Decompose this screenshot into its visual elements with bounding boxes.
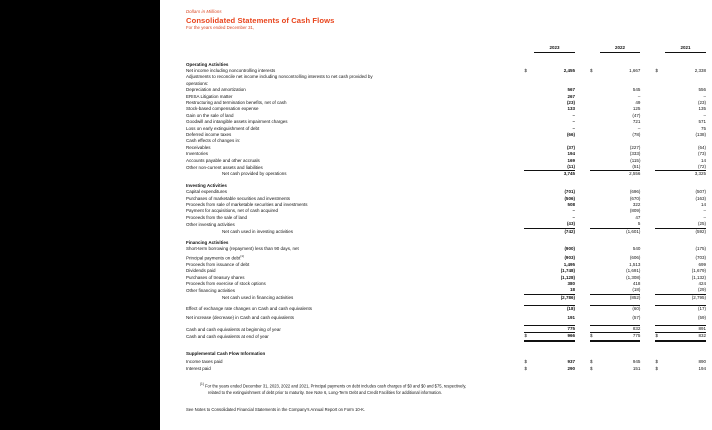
table-row: Proceeds from the sale of land – 47 – bbox=[186, 214, 706, 220]
page-subtitle: For the years ended December 31, bbox=[186, 25, 255, 30]
header-currency-3 bbox=[655, 44, 665, 52]
table-row-interest-paid: Interest paid $ 290 $ 151 $ 194 bbox=[186, 365, 706, 371]
table-row: ERISA Litigation matter 267 – – bbox=[186, 93, 706, 99]
section-heading-investing: Investing Activities bbox=[186, 182, 227, 188]
table-row: Loss on early extinguishment of debt – – 75 bbox=[186, 125, 706, 131]
row-label: Principal payments on debt bbox=[186, 255, 241, 261]
table-row-net-increase: Net increase (decrease) in Cash and cash equivalents 191 (57) (59) bbox=[186, 314, 706, 320]
currency-symbol: $ bbox=[524, 365, 527, 371]
footnote-line-2: related to the extinguishment of debt prior to maturity. See Note 6, Long-Term Debt and Credit Facilities for additional information. bbox=[208, 389, 443, 395]
table-row-total: Net cash used in investing activities (742) (1,601) (592) bbox=[222, 228, 706, 234]
table-row: Proceeds from issuance of debt 1,495 1,513 699 bbox=[186, 261, 706, 267]
currency-symbol: $ bbox=[655, 365, 658, 371]
table-row: Principal payments on debt$^{(1)}$ (903) (606) (703) bbox=[186, 253, 706, 261]
cash-flow-table bbox=[186, 44, 706, 372]
table-row: Other non-current assets and liabilities (11) (51) (72) bbox=[186, 164, 706, 170]
table-row: Accounts payable and other accruals 169 (115) 14 bbox=[186, 157, 706, 163]
column-header-year-2021: 2021 bbox=[665, 44, 706, 52]
currency-symbol: $ bbox=[655, 359, 658, 365]
table-row: Other financing activities 18 (18) (29) bbox=[186, 287, 706, 293]
table-row-fx-effect: Effect of exchange rate changes on Cash and cash equivalents (18) (60) (17) bbox=[186, 306, 706, 312]
table-row-total: Net cash used in financing activities (2,786) (852) (2,795) bbox=[222, 294, 706, 300]
footnote-ref: (1) bbox=[240, 253, 245, 258]
table-row: Restructuring and termination benefits, net of cash (23) 49 (23) bbox=[186, 99, 706, 105]
table-row: Deferred income taxes (66) (78) (138) bbox=[186, 131, 706, 137]
currency-symbol: $ bbox=[524, 359, 527, 365]
table-row: Proceeds from exercise of stock options 380 418 424 bbox=[186, 281, 706, 286]
section-heading-supplemental: Supplemental Cash Flow Information bbox=[186, 350, 266, 356]
table-row: Adjustments to reconcile net income including noncontrolling interests to net cash provided by bbox=[186, 74, 373, 80]
table-row-cash-beginning: Cash and cash equivalents at beginning of year 775 832 891 bbox=[186, 326, 706, 332]
currency-symbol: $ bbox=[655, 333, 665, 341]
table-row-income-taxes-paid: Income taxes paid $ 937 $ 945 $ 890 bbox=[186, 359, 706, 365]
table-row: Depreciation and amortization 567 545 556 bbox=[186, 87, 706, 93]
currency-symbol: $ bbox=[524, 67, 527, 73]
footnote-marker: (1) bbox=[200, 382, 204, 387]
table-row: Capital expenditures (701) (696) (507) bbox=[186, 189, 706, 195]
cash-flow-statement bbox=[186, 9, 706, 413]
table-row: Receivables (37) (227) (64) bbox=[186, 144, 706, 150]
table-row: Inventories 194 (333) (73) bbox=[186, 151, 706, 157]
table-row: Gain on the sale of land – (47) – bbox=[186, 112, 706, 118]
table-row: Stock-based compensation expense 133 125 135 bbox=[186, 106, 706, 112]
column-header-year-2022: 2022 bbox=[600, 44, 641, 52]
header-currency-1 bbox=[524, 44, 534, 52]
closing-note: See Notes to Consolidated Financial Statements in the Company's Annual Report on Form 10-K. bbox=[186, 407, 366, 413]
currency-symbol: $ bbox=[524, 333, 534, 341]
table-row: operations: bbox=[186, 80, 209, 86]
table-row-total: Net cash provided by operations 3,745 2,556 3,325 bbox=[222, 171, 706, 177]
currency-symbol: $ bbox=[589, 359, 593, 365]
column-header-row bbox=[186, 44, 706, 52]
footnote-line-1: For the years ended December 31, 2023, 2022 and 2021, Principal payments on debt includes cash charges of $0 and $0 and $75, respectively, bbox=[205, 383, 467, 389]
section-heading-operating: Operating Activities bbox=[186, 61, 229, 67]
table-row: Goodwill and intangible assets impairment charges – 721 571 bbox=[186, 119, 706, 125]
table-row: Proceeds from sale of marketable securities and investments 508 322 14 bbox=[186, 202, 706, 208]
header-spacer bbox=[186, 44, 524, 52]
table-row: Net income including noncontrolling interests $ 2,455 $ 1,667 $ 2,338 bbox=[186, 67, 706, 73]
currency-symbol: $ bbox=[655, 67, 658, 73]
table-row: Short-term borrowing (repayment) less than 90 days, net (900) 540 (175) bbox=[186, 246, 706, 252]
table-row: Purchases of marketable securities and investments (506) (670) (163) bbox=[186, 195, 706, 201]
table-row: Dividends paid (1,748) (1,691) (1,679) bbox=[186, 268, 706, 274]
currency-symbol: $ bbox=[589, 365, 593, 371]
table-row-cash-ending: Cash and cash equivalents at end of year $ 966 $ 775 $ 832 bbox=[186, 333, 706, 340]
column-header-year-2023: 2023 bbox=[534, 44, 575, 52]
table-row: Purchases of treasury shares (1,128) (1,308) (1,132) bbox=[186, 274, 706, 280]
header-currency-2 bbox=[590, 44, 600, 52]
section-heading-financing: Financing Activities bbox=[186, 240, 229, 246]
page-title: Consolidated Statements of Cash Flows bbox=[186, 15, 335, 25]
footnote bbox=[186, 381, 706, 396]
table-row: Payment for acquisitions, net of cash acquired – (809) – bbox=[186, 208, 706, 214]
table-row: Other investing activities (43) 5 (25) bbox=[186, 221, 706, 227]
currency-symbol: $ bbox=[590, 333, 600, 341]
currency-symbol: $ bbox=[589, 67, 593, 73]
table-row: Cash effects of changes in: bbox=[186, 138, 241, 144]
units-label: Dollars in Millions bbox=[186, 9, 222, 14]
document-page bbox=[160, 0, 712, 430]
